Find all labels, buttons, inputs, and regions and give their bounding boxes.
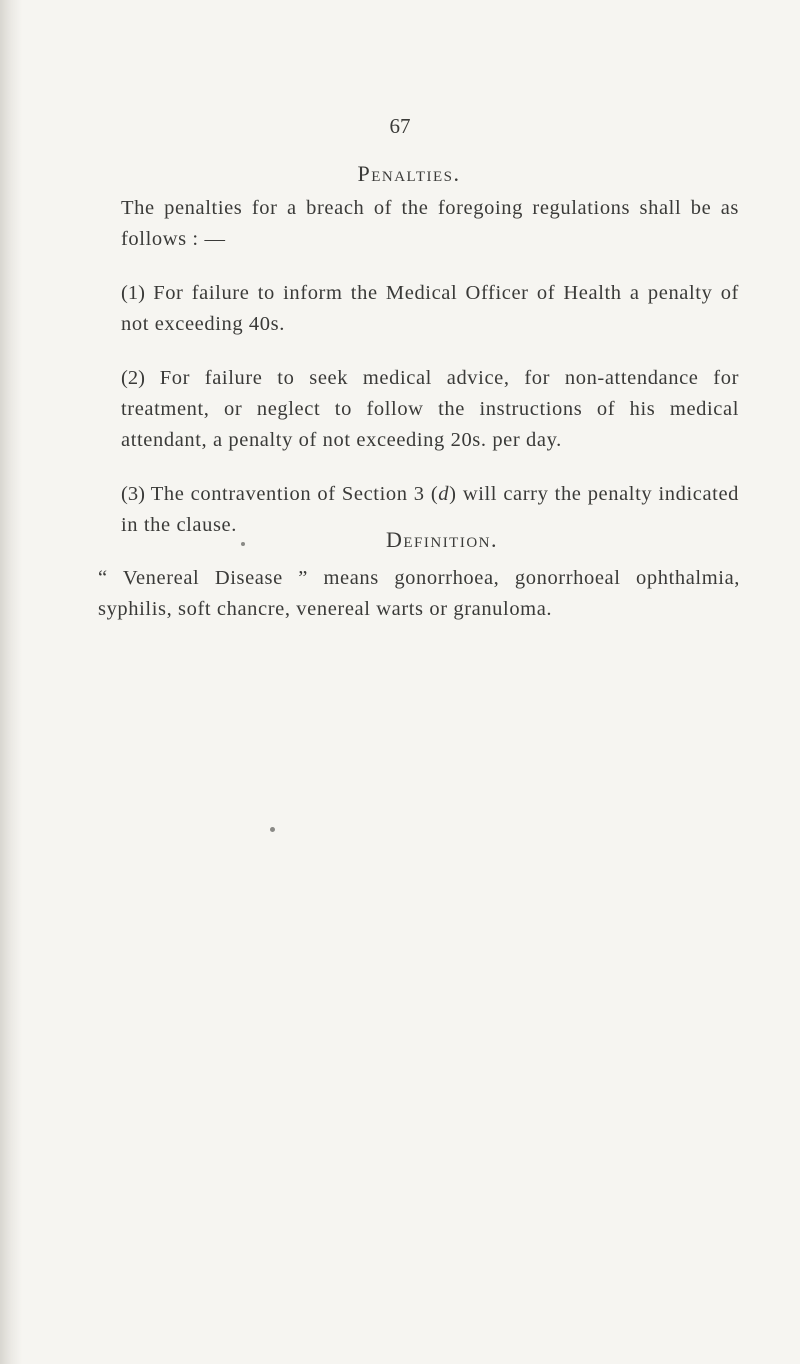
penalty-item-2-number: (2) — [121, 367, 145, 389]
page-number: 67 — [389, 114, 411, 138]
penalty-item-1 — [121, 278, 739, 340]
section-reference: d — [438, 483, 450, 505]
penalty-item-3-text-after: will carry the penalty indicated in the clause. — [121, 483, 739, 536]
definition-term: “ Venereal Disease ” — [98, 567, 308, 589]
definition-paragraph — [98, 563, 740, 625]
penalties-heading: Penalties. — [357, 161, 461, 186]
penalty-item-3-text-before: The contravention of Section 3 — [150, 483, 425, 505]
definition-heading: Definition. — [385, 527, 499, 552]
print-speck — [241, 542, 245, 546]
penalty-item-3: (3) The contravention of Section 3 (d) will carry the penalty indicated in the clause. — [121, 483, 739, 536]
penalty-item-3-number: (3) — [121, 483, 145, 505]
penalties-intro — [121, 193, 739, 255]
penalty-item-1-text: For failure to inform the Medical Officer of Health a penalty of not exceeding 40s. — [121, 282, 739, 335]
page-edge-shadow — [0, 0, 22, 1364]
penalties-intro-text: The penalties for a breach of the foregoing regulations shall be as follows : — — [121, 197, 739, 250]
penalty-item-2 — [121, 363, 739, 456]
penalty-item-2-text: For failure to seek medical advice, for non-attendance for treatment, or neglect to follow the instructions of his medical attendant, a penalty of not exceeding 20s. per day. — [121, 367, 739, 451]
definition-text: means gonorrhoea, gonorrhoeal ophthalmia, syphilis, soft chancre, venereal warts or granuloma. — [98, 567, 740, 620]
penalty-item-1-number: (1) — [121, 282, 145, 304]
print-speck — [270, 827, 275, 832]
